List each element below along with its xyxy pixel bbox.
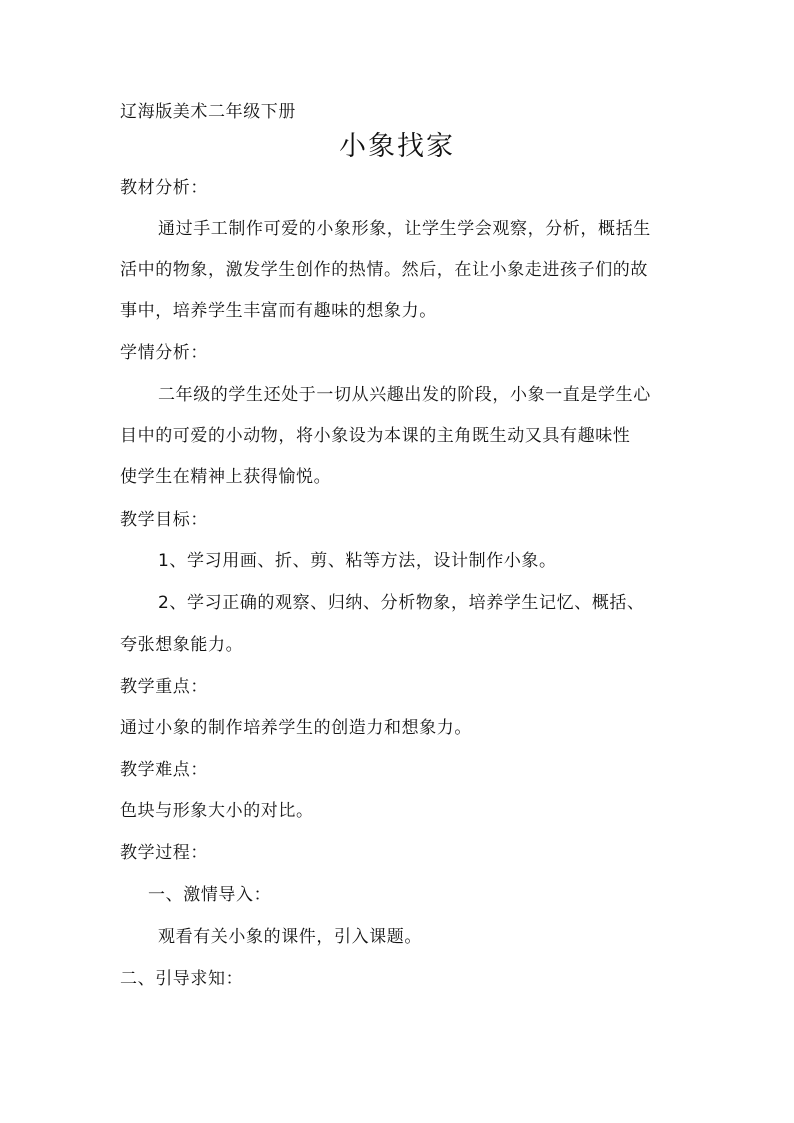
section-heading-key: 教学重点： (120, 677, 208, 697)
document-title: 小象找家 (339, 131, 455, 162)
goal-item: 2、学习正确的观察、归纳、分析物象，培养学生记忆、概括、 (158, 593, 645, 613)
section-heading-material: 教材分析： (120, 178, 208, 198)
paragraph-line: 二年级的学生还处于一切从兴趣出发的阶段，小象一直是学生心 (158, 385, 651, 405)
section-heading-goals: 教学目标： (120, 510, 208, 530)
document-subtitle: 辽海版美术二年级下册 (120, 102, 296, 122)
paragraph-line: 使学生在精神上获得愉悦。 (120, 467, 332, 487)
paragraph-line: 色块与形象大小的对比。 (120, 801, 314, 821)
paragraph-line: 通过小象的制作培养学生的创造力和想象力。 (120, 718, 472, 738)
paragraph-line: 活中的物象，激发学生创作的热情。然后，在让小象走进孩子们的故 (120, 260, 648, 280)
goal-item: 1、学习用画、折、剪、粘等方法，设计制作小象。 (158, 551, 557, 571)
section-heading-learner: 学情分析： (120, 343, 208, 363)
paragraph-line: 夸张想象能力。 (120, 635, 244, 655)
section-heading-difficulty: 教学难点： (120, 760, 208, 780)
section-heading-process: 教学过程： (120, 843, 208, 863)
paragraph-line: 观看有关小象的课件，引入课题。 (158, 927, 422, 947)
paragraph-line: 通过手工制作可爱的小象形象，让学生学会观察，分析，概括生 (158, 219, 651, 239)
step-heading: 二、引导求知： (120, 969, 244, 989)
paragraph-line: 目中的可爱的小动物，将小象设为本课的主角既生动又具有趣味性 (120, 426, 631, 446)
step-heading: 一、激情导入： (148, 885, 272, 905)
paragraph-line: 事中，培养学生丰富而有趣味的想象力。 (120, 301, 437, 321)
